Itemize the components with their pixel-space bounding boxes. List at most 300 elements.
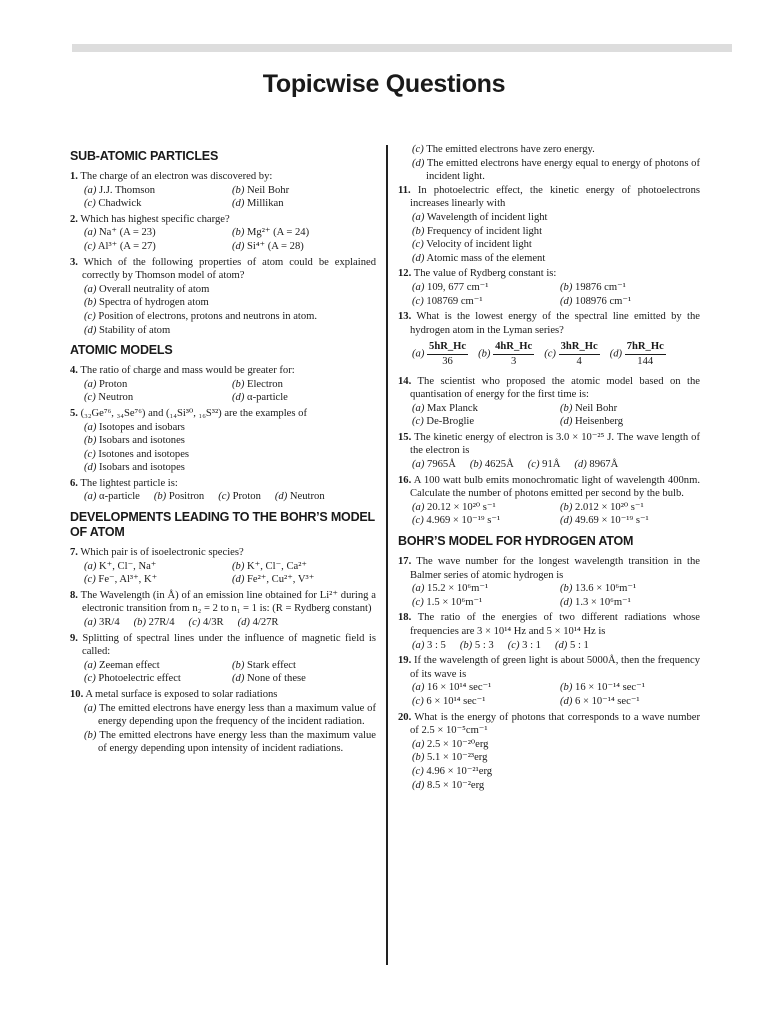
fraction-denominator: 3: [511, 355, 517, 367]
option-a: [412, 340, 468, 368]
option-c: [412, 415, 560, 429]
option-d: [232, 573, 376, 587]
options: [398, 639, 700, 653]
fraction-numerator: 7hR_Hc: [625, 340, 666, 355]
option-d: [560, 295, 700, 309]
option-label: (b): [459, 639, 473, 651]
question-text: [398, 611, 700, 638]
option-label: (b): [232, 227, 245, 239]
option-value: 3R/4: [99, 617, 120, 629]
fraction: [427, 340, 468, 368]
question-q16: [398, 474, 700, 528]
option-a: [412, 281, 560, 295]
option-value: 2.012 × 10²⁰ s⁻¹: [575, 501, 644, 513]
options: [70, 283, 376, 337]
question-stem: The lightest particle is:: [80, 477, 178, 489]
option-label: (a): [84, 184, 97, 196]
fraction-denominator: 4: [576, 355, 582, 367]
question-number: 18.: [398, 612, 412, 624]
option-label: (c): [412, 515, 424, 527]
option-label: (b): [412, 225, 425, 237]
question-stem: The ratio of charge and mass would be greater for:: [80, 365, 295, 377]
option-label: (c): [507, 639, 520, 651]
options: [70, 560, 376, 587]
option-b: [560, 402, 700, 416]
question-q20: [398, 711, 700, 793]
option-c: [412, 143, 700, 157]
option-d: [232, 672, 376, 686]
option-value: Mg²⁺ (A = 24): [247, 227, 310, 239]
option-label: (b): [153, 491, 167, 503]
option-value: 4625Å: [484, 459, 514, 471]
question-number: 17.: [398, 556, 412, 568]
option-value: 15.2 × 10⁶m⁻¹: [427, 583, 489, 595]
option-value: Frequency of incident light: [427, 225, 543, 237]
option-value: Positron: [168, 491, 205, 503]
question-number: 10.: [70, 689, 84, 700]
question-stem: Which has highest specific charge?: [80, 213, 230, 225]
option-a: [84, 378, 232, 392]
question-number: 13.: [398, 311, 412, 323]
option-label: (a): [84, 491, 97, 503]
question-number: 1.: [70, 171, 78, 182]
question-number: 3.: [70, 256, 78, 268]
question-text: [70, 546, 376, 560]
option-value: 3 : 1: [522, 639, 541, 651]
option-value: Electron: [247, 378, 283, 390]
option-label: (b): [560, 583, 573, 595]
section-heading: BOHR’S MODEL FOR HYDROGEN ATOM: [398, 534, 634, 549]
question-stem: The kinetic energy of electron is 3.0 × 10⁻²⁵ J. The wave length of the electron is: [410, 431, 700, 457]
question-q11: [398, 184, 700, 266]
option-label: (c): [412, 239, 424, 251]
option-d: [84, 461, 376, 475]
fraction-numerator: 5hR_Hc: [427, 340, 468, 355]
fraction-numerator: 4hR_Hc: [493, 340, 534, 355]
option-d: [610, 340, 666, 368]
question-number: 9.: [70, 632, 78, 644]
question-text: [70, 256, 376, 283]
question-stem: If the wavelength of green light is about 5000Å, then the frequency of its wave is: [410, 655, 700, 680]
question-text: [70, 213, 376, 227]
option-value: Si⁴⁺ (A = 28): [247, 240, 304, 252]
page-title: Topicwise Questions: [262, 70, 506, 98]
option-d: [232, 197, 376, 211]
question-text: [398, 711, 700, 738]
option-value: α-particle: [247, 392, 288, 404]
question-q19: [398, 654, 700, 708]
option-label: (d): [232, 240, 245, 252]
question-stem: The value of Rydberg constant is:: [413, 268, 557, 280]
question-q15: [398, 431, 700, 472]
option-value: 4/3R: [202, 617, 224, 629]
question-q5: [70, 407, 376, 475]
option-b: [560, 281, 700, 295]
option-value: J.J. Thomson: [99, 184, 156, 196]
option-c: [544, 340, 600, 368]
option-value: Na⁺ (A = 23): [99, 227, 156, 239]
option-b: [154, 490, 204, 504]
option-label: (a): [84, 227, 97, 239]
option-d: [412, 157, 700, 184]
option-d: [232, 240, 376, 254]
option-label: (d): [84, 324, 97, 336]
option-d: [574, 458, 618, 472]
options: [398, 458, 700, 472]
section-heading: SUB-ATOMIC PARTICLES: [70, 149, 219, 163]
options: [398, 501, 700, 528]
option-value: 5 : 1: [570, 639, 589, 651]
option-label: (c): [527, 459, 540, 471]
option-c: [84, 391, 232, 405]
question-text: [70, 170, 376, 184]
question-text: [398, 555, 700, 582]
question-stem: The ratio of the energies of two different radiations whose frequencies are 3 × 10¹⁴ Hz and 5 × 10¹⁴ Hz is: [410, 612, 700, 637]
question-number: 2.: [70, 213, 78, 225]
option-b: [560, 582, 700, 596]
option-value: The emitted electrons have energy less than a maximum value of energy depending upon the frequency of the incident radiation.: [98, 702, 376, 728]
question-text: [70, 364, 376, 378]
option-label: (c): [84, 673, 96, 685]
question-stem: A metal surface is exposed to solar radiations: [85, 689, 278, 700]
question-text: [70, 688, 376, 702]
option-b: [412, 225, 700, 239]
option-value: Heisenberg: [575, 416, 624, 428]
option-value: The emitted electrons have energy equal to energy of photons of incident light.: [426, 157, 700, 183]
option-label: (d): [412, 252, 425, 264]
option-value: 4.96 × 10⁻²¹erg: [426, 765, 493, 777]
option-value: K⁺, Cl⁻, Na⁺: [99, 560, 157, 572]
option-label: (d): [84, 462, 97, 474]
option-label: (a): [412, 639, 425, 651]
option-label: (a): [412, 281, 425, 293]
fraction-denominator: 36: [442, 355, 453, 367]
question-q13: [398, 310, 700, 368]
option-value: 16 × 10¹⁴ sec⁻¹: [427, 682, 492, 694]
question-stem: The Wavelength (in Å) of an emission line obtained for Li²⁺ during a electronic transition from n₂ = 2 to n₁ = 1 is: (R = Rydberg constant): [80, 589, 376, 615]
options: [398, 211, 700, 265]
option-value: Neutron: [289, 491, 325, 503]
option-value: 1.5 × 10⁶m⁻¹: [426, 596, 483, 608]
option-b: [560, 501, 700, 515]
options: [398, 340, 700, 368]
question-stem: What is the energy of photons that corresponds to a wave number of 2.5 × 10⁻⁵cm⁻¹: [410, 711, 700, 737]
option-value: Velocity of incident light: [426, 239, 532, 251]
option-c: [508, 639, 541, 653]
options: [70, 616, 376, 630]
options: [398, 402, 700, 429]
question-number: 8.: [70, 589, 78, 601]
right-column: [398, 143, 700, 794]
option-a: [84, 490, 140, 504]
option-a: [84, 226, 232, 240]
fraction: [493, 340, 534, 368]
option-b: [478, 340, 534, 368]
option-c: [412, 765, 700, 779]
option-c: [412, 695, 560, 709]
option-d: [412, 779, 700, 793]
option-value: 8967Å: [589, 459, 619, 471]
options-continued: [398, 143, 700, 184]
option-c: [189, 616, 224, 630]
option-label: (d): [412, 779, 425, 791]
question-stem: Splitting of spectral lines under the influence of magnetic field is called:: [82, 632, 376, 658]
option-label: (a): [84, 702, 97, 714]
option-d: [555, 639, 589, 653]
question-q10: [70, 688, 376, 756]
option-label: (c): [544, 348, 556, 360]
option-value: Millikan: [247, 198, 284, 210]
option-value: Atomic mass of the element: [426, 252, 546, 264]
question-q1: [70, 170, 376, 211]
option-a: [84, 560, 232, 574]
option-label: (c): [84, 448, 96, 460]
question-number: 7.: [70, 547, 78, 559]
option-value: 20.12 × 10²⁰ s⁻¹: [427, 501, 496, 513]
option-label: (a): [412, 682, 425, 694]
question-number: 5.: [70, 407, 78, 419]
option-label: (b): [84, 435, 97, 447]
option-d: [560, 514, 700, 528]
option-label: (b): [133, 617, 146, 629]
option-b: [232, 226, 376, 240]
option-a: [412, 501, 560, 515]
question-stem: The scientist who proposed the atomic model based on the quantisation of energy for the first time is:: [410, 375, 700, 401]
option-value: 108769 cm⁻¹: [426, 295, 483, 307]
section-heading: DEVELOPMENTS LEADING TO THE BOHR’S MODEL OF ATOM: [70, 510, 375, 540]
options: [70, 378, 376, 405]
option-a: [412, 738, 700, 752]
option-label: (a): [84, 421, 97, 433]
option-label: (d): [412, 157, 425, 169]
question-stem: Which of the following properties of atom could be explained correctly by Thomson model of atom?: [82, 256, 376, 282]
option-value: Max Planck: [427, 402, 478, 414]
option-value: 109, 677 cm⁻¹: [427, 281, 489, 293]
option-value: α-particle: [99, 491, 140, 503]
question-number: 16.: [398, 474, 412, 486]
question-number: 6.: [70, 477, 78, 489]
option-b: [560, 681, 700, 695]
question-text: [398, 654, 700, 681]
option-a: [412, 402, 560, 416]
option-value: 5.1 × 10⁻²³erg: [427, 752, 488, 764]
option-d: [275, 490, 325, 504]
option-label: (a): [84, 378, 97, 390]
option-a: [412, 582, 560, 596]
question-text: [70, 589, 376, 616]
option-b: [84, 296, 376, 310]
option-value: 2.5 × 10⁻²⁰erg: [427, 738, 489, 750]
question-q9: [70, 632, 376, 686]
option-label: (d): [560, 295, 573, 307]
option-a: [84, 283, 376, 297]
option-value: Zeeman effect: [99, 659, 160, 671]
option-a: [412, 681, 560, 695]
option-value: 91Å: [542, 459, 561, 471]
question-q12: [398, 267, 700, 308]
option-value: The emitted electrons have zero energy.: [426, 144, 595, 155]
option-label: (d): [560, 596, 573, 608]
option-b: [232, 659, 376, 673]
options: [70, 421, 376, 475]
option-label: (d): [560, 695, 573, 707]
option-label: (a): [412, 738, 425, 750]
option-value: Proton: [99, 378, 128, 390]
option-c: [412, 238, 700, 252]
option-d: [238, 616, 279, 630]
option-label: (b): [469, 459, 483, 471]
option-label: (a): [412, 459, 425, 471]
option-label: (b): [84, 297, 97, 309]
question-stem: Which pair is of isoelectronic species?: [80, 547, 244, 559]
option-label: (c): [412, 416, 424, 428]
option-d: [412, 252, 700, 266]
option-label: (c): [84, 198, 96, 210]
options: [398, 738, 700, 792]
question-text: [398, 310, 700, 337]
option-label: (d): [237, 617, 250, 629]
option-label: (d): [232, 198, 245, 210]
option-b: [134, 616, 175, 630]
option-value: Stability of atom: [99, 324, 171, 336]
option-label: (a): [412, 348, 425, 360]
option-label: (a): [412, 211, 425, 223]
option-label: (b): [478, 348, 491, 360]
option-label: (a): [84, 560, 97, 572]
fraction: [625, 340, 666, 368]
question-q8: [70, 589, 376, 630]
option-a: [412, 639, 446, 653]
section-heading: ATOMIC MODELS: [70, 343, 173, 358]
options: [70, 226, 376, 253]
options-continued: [70, 702, 376, 756]
option-b: [84, 434, 376, 448]
question-q3: [70, 256, 376, 338]
option-label: (c): [84, 240, 96, 252]
option-value: 6 × 10¹⁴ sec⁻¹: [426, 695, 486, 707]
option-label: (a): [412, 402, 425, 414]
question-text: [70, 477, 376, 491]
question-number: 15.: [398, 431, 412, 443]
option-label: (b): [560, 281, 573, 293]
question-stem: The charge of an electron was discovered by:: [80, 171, 273, 182]
option-value: Overall neutrality of atom: [99, 283, 210, 295]
question-q14: [398, 375, 700, 429]
option-value: Isobars and isotopes: [99, 462, 185, 474]
option-a: [412, 211, 700, 225]
question-text: [70, 632, 376, 659]
option-value: 19876 cm⁻¹: [575, 281, 626, 293]
question-stem: The wave number for the longest wavelength transition in the Balmer series of atomic hydrogen is: [410, 556, 700, 581]
option-value: Isotopes and isobars: [99, 421, 185, 433]
option-c: [84, 240, 232, 254]
option-value: Neil Bohr: [247, 184, 290, 196]
option-value: Isotones and isotopes: [98, 448, 190, 460]
option-label: (b): [560, 402, 573, 414]
question-text: [398, 267, 700, 281]
option-value: 1.3 × 10⁶m⁻¹: [575, 596, 631, 608]
option-value: 6 × 10⁻¹⁴ sec⁻¹: [575, 695, 640, 707]
question-stem: (₃₂Ge⁷⁶, ₃₄Se⁷⁶) and (₁₄Si³⁰, ₁₆S³²) are the examples of: [80, 407, 307, 419]
option-label: (a): [412, 501, 425, 513]
option-value: Neutron: [98, 392, 134, 404]
option-a: [412, 458, 456, 472]
question-stem: A 100 watt bulb emits monochromatic light of wavelength 400nm. Calculate the number of photons emitted per second by the bulb.: [410, 474, 700, 500]
option-label: (a): [84, 283, 97, 295]
option-label: (b): [232, 560, 245, 572]
option-c: [84, 448, 376, 462]
option-label: (a): [84, 659, 97, 671]
option-label: (b): [84, 729, 97, 741]
option-label: (c): [218, 491, 230, 503]
question-number: 12.: [398, 268, 412, 280]
options: [70, 659, 376, 686]
option-c: [84, 672, 232, 686]
option-value: 108976 cm⁻¹: [575, 295, 632, 307]
option-label: (c): [412, 695, 424, 707]
option-d: [232, 391, 376, 405]
header-bar: [72, 44, 732, 52]
option-value: 27R/4: [148, 617, 175, 629]
option-label: (c): [84, 392, 96, 404]
option-value: 4/27R: [252, 617, 279, 629]
option-b: [412, 751, 700, 765]
options: [398, 681, 700, 708]
option-b: [232, 560, 376, 574]
option-value: 4.969 × 10⁻¹⁹ s⁻¹: [426, 515, 501, 527]
option-value: 13.6 × 10⁶m⁻¹: [575, 583, 637, 595]
option-value: 8.5 × 10⁻²erg: [427, 779, 485, 791]
option-value: Al³⁺ (A = 27): [97, 240, 156, 252]
option-c: [412, 596, 560, 610]
option-label: (d): [560, 416, 573, 428]
question-q17: [398, 555, 700, 609]
option-b: [232, 184, 376, 198]
option-label: (b): [560, 501, 573, 513]
column-divider: [386, 145, 388, 965]
option-label: (a): [84, 617, 97, 629]
left-column: [70, 143, 376, 758]
option-value: 49.69 × 10⁻¹⁹ s⁻¹: [575, 515, 649, 527]
option-d: [560, 596, 700, 610]
question-number: 20.: [398, 711, 412, 723]
option-a: [84, 659, 232, 673]
option-b: [232, 378, 376, 392]
option-label: (b): [412, 752, 425, 764]
option-value: Proton: [232, 491, 261, 503]
option-label: (c): [188, 617, 201, 629]
option-c: [412, 295, 560, 309]
fraction-numerator: 3hR_Hc: [559, 340, 600, 355]
option-c: [528, 458, 561, 472]
question-text: [398, 375, 700, 402]
question-number: 4.: [70, 365, 78, 377]
option-label: (d): [574, 459, 587, 471]
option-value: Wavelength of incident light: [426, 211, 548, 223]
option-value: 5 : 3: [474, 639, 494, 651]
option-c: [412, 514, 560, 528]
option-value: De-Broglie: [426, 416, 475, 428]
question-text: [70, 407, 376, 421]
option-label: (c): [84, 574, 96, 586]
question-q7: [70, 546, 376, 587]
option-c: [218, 490, 261, 504]
option-label: (d): [609, 348, 623, 360]
option-d: [84, 324, 376, 338]
option-b: [460, 639, 494, 653]
fraction: [559, 340, 600, 368]
option-label: (a): [412, 583, 425, 595]
